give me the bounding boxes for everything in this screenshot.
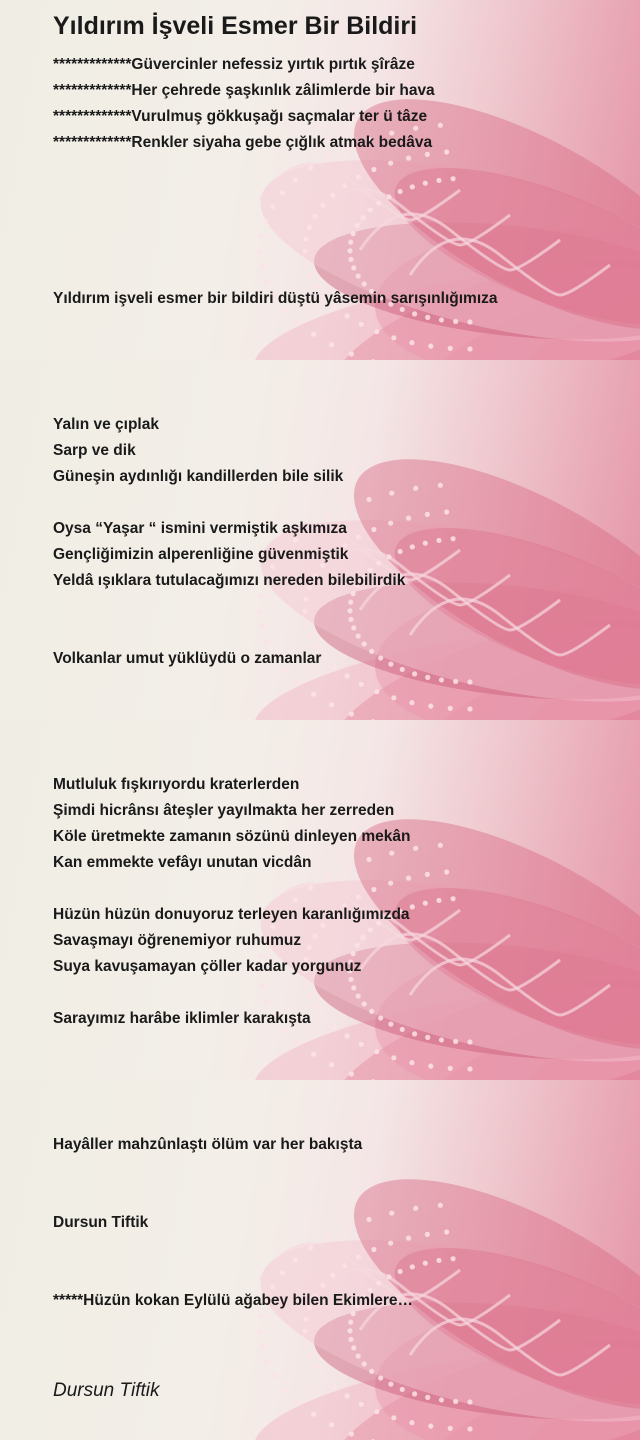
poem-line: Sarp ve dik [53, 442, 136, 459]
poem-line: Mutluluk fışkırıyordu kraterlerden [53, 776, 300, 793]
poem-line: *************Güvercinler nefessiz yırtık pırtık şîrâze [53, 56, 415, 73]
poem-line: Kan emmekte vefâyı unutan vicdân [53, 854, 312, 871]
poem-line: Hayâller mahzûnlaştı ölüm var her bakışta [53, 1136, 363, 1153]
poem-line: Oysa “Yaşar “ ismini vermiştik aşkımıza [53, 520, 347, 537]
poem-line: *************Vurulmuş gökkuşağı saçmalar ter ü tâze [53, 108, 428, 125]
poem-line: Suya kavuşamayan çöller kadar yorgunuz [53, 958, 362, 975]
poem-line: Sarayımız harâbe iklimler karakışta [53, 1010, 311, 1027]
poem-line: *************Her çehrede şaşkınlık zâlimlerde bir hava [53, 82, 435, 99]
poem-line: *************Renkler siyaha gebe çığlık atmak bedâva [53, 134, 433, 151]
poem-line: *****Hüzün kokan Eylülü ağabey bilen Ekimlere… [53, 1292, 414, 1309]
poem-line: Yıldırım işveli esmer bir bildiri düştü yâsemin sarışınlığımıza [53, 290, 498, 307]
poem-line: Savaşmayı öğrenemiyor ruhumuz [53, 932, 302, 949]
poem-line: Yalın ve çıplak [53, 416, 159, 433]
poem-line: Güneşin aydınlığı kandillerden bile silik [53, 468, 344, 485]
author-signature: Dursun Tiftik [53, 1380, 160, 1401]
poem-title: Yıldırım İşveli Esmer Bir Bildiri [53, 12, 418, 40]
poem-line: Yeldâ ışıklara tutulacağımızı nereden bilebilirdik [53, 572, 406, 589]
poem-line: Şimdi hicrânsı âteşler yayılmakta her zerreden [53, 802, 395, 819]
poem-line: Gençliğimizin alperenliğine güvenmiştik [53, 546, 349, 563]
poem-line: Hüzün hüzün donuyoruz terleyen karanlığımızda [53, 906, 410, 923]
poem-line: Dursun Tiftik [53, 1214, 149, 1231]
poem-line: Volkanlar umut yüklüydü o zamanlar [53, 650, 322, 667]
poem-line: Köle üretmekte zamanın sözünü dinleyen mekân [53, 828, 411, 845]
